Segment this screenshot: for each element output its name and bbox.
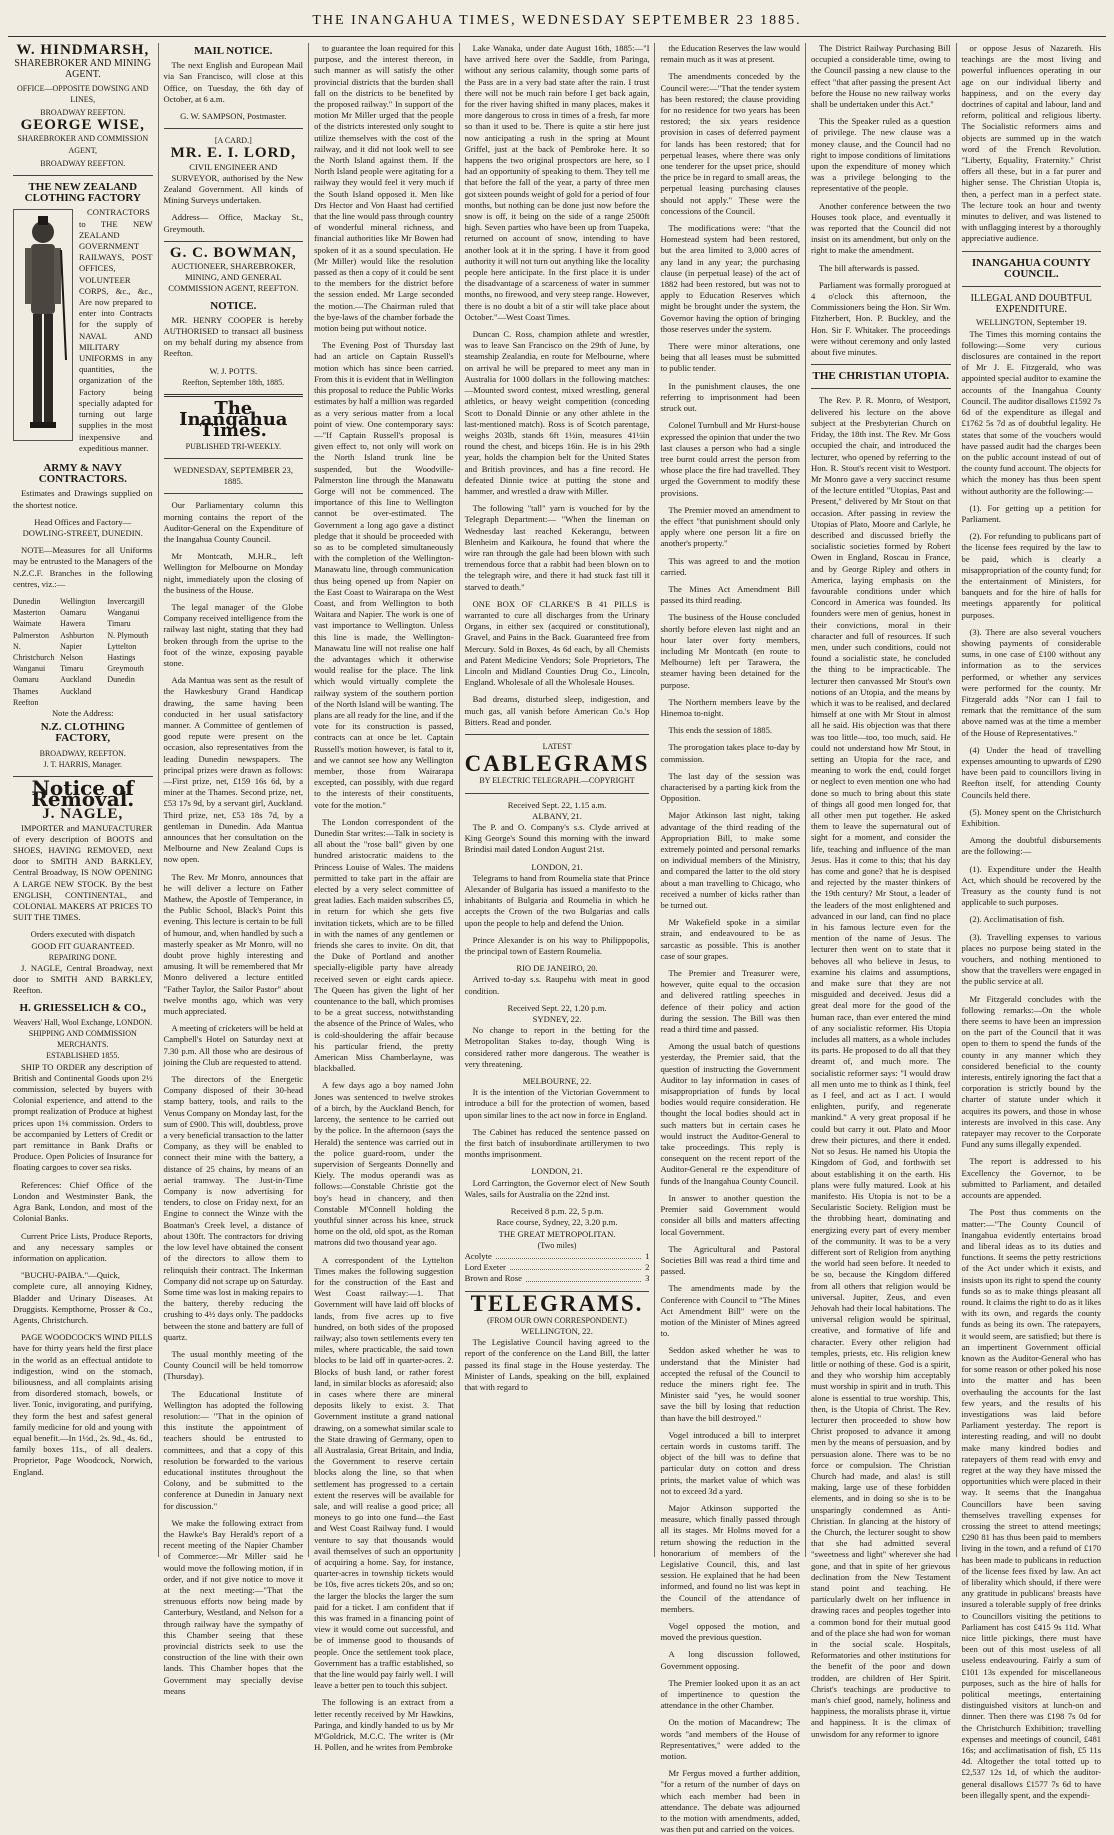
- griesselich-body: SHIP TO ORDER any description of British and Continental Goods upon 2½ commission, selected by buyers with Colonial experience, and attend to the prompt realization of Produce at highest prices upon 1⅛ commission. Orders to be accompanied by Letters of Credit or part remittance in Bank Drafts or Produce. Open Policies of Insurance for floating cargoes to cover sea risks.: [13, 1061, 153, 1173]
- article-paragraph: The legal manager of the Globe Company received intelligence from the railway last night, stating that they had broken through from the uprise to the foot of the winze, exposing payable stone.: [163, 601, 304, 668]
- mail-notice-body: The next English and European Mail via San Francisco, will close at this Office, on Tuesday, the 6th day of October, at 6 a.m.: [163, 60, 304, 104]
- article-paragraph: A meeting of cricketers will be held at Campbell's Hotel on Saturday next at 7.30 p.m. All those who are desirous of joining the Club are requested to attend.: [163, 1023, 304, 1067]
- article-paragraph: The Premier and Treasurer were, however, quite equal to the occasion and delivered rattling speeches in defence of their policy and action during the session. The Bill was then read a third time and passed.: [660, 968, 800, 1035]
- article-paragraph: The Agricultural and Pastoral Societies Bill was read a third time and passed.: [660, 1243, 800, 1277]
- nz-clothing-address: BROADWAY, REEFTON.: [39, 748, 126, 758]
- article-paragraph: The prorogation takes place to-day by commission.: [660, 742, 800, 764]
- head-offices: Head Offices and Factory—DOWLING-STREET, DUNEDIN.: [22, 516, 143, 538]
- hindmarsh-line-2: OFFICE—OPPOSITE DOWSING AND LINES,: [16, 83, 149, 104]
- article-paragraph: We make the following extract from the Hawke's Bay Herald's report of a recent meeting of the Napier Chamber of Commerce:—Mr Miller said he would move the following motion, if in order, and if not give notice to move it at the next meeting:—"That the strenuous efforts now being made by Canterbury, Westland, and Nelson for a through railway have the sympathy of this Chamber seeing that these provincial districts seek to use the construction of the line with their own lands. This Chamber hopes that the Government may specially devise means: [163, 1517, 304, 1696]
- columns: [8, 42, 1106, 1835]
- hindmarsh-line-1: SHAREBROKER AND MINING AGENT.: [14, 58, 152, 81]
- article-paragraph: the Education Reserves the law would remain much as it was at present.: [660, 43, 800, 65]
- column-5: [655, 43, 806, 1835]
- article-paragraph: This the Speaker ruled as a question of privilege. The new clause was a money clause, and the Council had no right to impose conditions of limitations upon the expenditure of money which was a privilege belonging to the representative of the people.: [810, 116, 951, 194]
- column-3: [309, 43, 460, 1753]
- griesselich-name: H. GRIESSELICH & CO.,: [19, 1001, 147, 1014]
- article-paragraph: The Mines Act Amendment Bill passed its third reading.: [660, 583, 800, 606]
- article-paragraph: On the motion of Macandrew; The words "and members of the House of Representatives," were added to the motion.: [660, 1717, 800, 1762]
- estimates: Estimates and Drawings supplied on the shortest notice.: [13, 488, 153, 510]
- article-paragraph: The Times this morning contains the following:—Some very curious disclosures are contained in the report of Mr J. E. Fitzgerald, who was appointed special auditor to examine the accounts of the Inangahua County Council. The auditor disallows £1592 7s 6d of the expenditure as illegal and £1762 5s 7d as of doubtful legality. He states that some of the vouchers would have passed audit had the charges been on the public account instead of out of the county fund account. The objects for which the money has thus been spent without authority are the following:—: [961, 328, 1102, 496]
- cable-paragraph: The P. and O. Company's s.s. Clyde arrived at King George's Sound this morning with the inward Brindisi mail dated London August 21st.: [464, 822, 650, 855]
- article-paragraph: (3). There are also several vouchers showing payments of considerable sums, in one case of £100 without any information as to the services performed, or whether any services were performed for the county. Mr Fitzgerald adds "Nor can I fail to remark that the remittance of the sum above named was at the time a member of the House of Representatives.": [961, 626, 1102, 738]
- article-paragraph: The following "tall" yarn is vouched for by the Telegraph Department:— "When the lineman on Wednesday last reached Kekerangu, between Blenheim and Kaikoura, he found that where the wire ran through the gale had been blown with such tremendous force that a rabbit had been blown on to the telegraph wire, and there it had stuck fast till it starved to death.": [464, 503, 650, 592]
- cable-paragraph: Arrived to-day s.s. Raupehu with meat in good condition.: [464, 974, 650, 996]
- article-paragraph: The following is an extract from a letter recently received by Mr Hawkins, Paringa, and kindly handed to us by Mr M'Goldrick, M.C.C. The writer is (Mr H. Pollen, and he writes from Pembroke: [314, 1697, 454, 1753]
- divider: [811, 388, 951, 389]
- dateline: RIO DE JANEIRO, 20.: [516, 963, 598, 974]
- article-paragraph: Bad dreams, disturbed sleep, indigestion, and much gas, all vanish before American Co.'s Hop Bitters. Read and ponder.: [464, 694, 650, 727]
- article-paragraph: Lake Wanaka, under date August 16th, 1885:—"I have arrived here over the Saddle, from Paringa, without any serious calamity, though some parts of the Pass are in a very bad state after the rain. I trust there will not be much rain before I get back again, for the river having shifted in many places, makes it more dangerous to cross in times of a fresh, far more so than it used to be. There is quite a stir here just now anticipating a rush in the spring at Mount Griffel, just at the back of Pembroke here. It so happens the two original prospectors are here, so I had an opportunity of speaking to them. They tell me that before the fall of the year, a party of three men got sixteen pounds weight of gold for a period of four months, but nothing can be done just now before the snow is off, it being on the side of a range 2500ft high. Seven parties who have been up from Tuapeka, returned on account of snow, intending to have another look at it in the spring. I have it from good authority it will not turn out anything like the locality people here anticipate. In the first place it is under the disadvantage of a scarceness of water in summer months, no firewood, and very steep range. However, there is no doubt a bit of a stir will take place about October."—West Coast Times.: [464, 43, 650, 322]
- article-paragraph: Mr Wakefield spoke in a similar strain, and endeavoured to be as sarcastic as possible. This is another case of sour grapes.: [660, 917, 800, 961]
- wise-line-2: BROADWAY REEFTON.: [40, 158, 126, 168]
- county-council-title: INANGAHUA COUNTY COUNCIL.: [971, 256, 1091, 280]
- article-paragraph: A few days ago a boy named John Jones was sentenced to twelve strokes of a birch, by the Auckland Bench, for larceny, the sentence to be carried out by the police. In the afternoon (says the Herald) the sentence was carried out in the police guard-room, under the supervision of Sergeants Donnelly and Kiely. The modus operandi was as follows:—Constable Christie got the boy's head in chancery, and then Constable M'Connell holding the youthful sinner across his knee, struck home on the old, old spot, as the Roman matrons did two thousand year ago.: [314, 1080, 454, 1248]
- article-paragraph: Colonel Turnbull and Mr Hurst-house expressed the opinion that under the two last clauses a person who had a single tree burnt could arrest the person from whose place the fire had travelled. They urged the Government to modify these provisions.: [660, 420, 800, 498]
- cable-paragraph: The Cabinet has reduced the sentence passed on the first batch of insubordinate artillerymen to two months imprisonment.: [464, 1126, 650, 1160]
- telegrams-subtitle: (FROM OUR OWN CORRESPONDENT.): [487, 1315, 627, 1325]
- cablegrams-title: CABLEGRAMS: [464, 751, 650, 777]
- article-paragraph: (2). For refunding to publicans part of the license fees required by the law to be paid, which is clearly a misappropriation of the county fund; for the entertainment of Ministers, for banquets and for the hire of halls for meetings apparently for political purposes.: [961, 531, 1102, 620]
- notice-title: NOTICE.: [210, 299, 257, 312]
- griesselich-prices: Current Price Lists, Produce Reports, and any necessary samples or information on application.: [13, 1230, 153, 1263]
- repairing: REPAIRING DONE.: [48, 952, 117, 962]
- article-paragraph: In the punishment clauses, the one referring to imprisonment had been struck out.: [660, 380, 800, 414]
- divider: [164, 128, 304, 129]
- article-paragraph: The Educational Institute of Wellington has adopted the following resolution:— "That in the opinion of this institute the appointment of teachers should be entrusted to committees, and that a copy of this resolution be forwarded to the various educational institutes throughout the Colony, and be submitted to the conference at Dunedin in January next for discussion.": [163, 1388, 304, 1511]
- article-paragraph: or oppose Jesus of Nazareth. His teachings are the most living and powerful influences operating in our age on our individual liberty and happiness, and on the every day doctrines of capital and labour, land and reform, political and religious liberty. The Socialistic reformers aims and objects are summed up in the watch word of the French Revolution. "Liberty, Equality, Fraternity." Christ offers all these, but in a far purer and higher sense. The Christian Utopia is, then, a perfect man in a perfect state. The lecture took an hour and twenty minutes to deliver, and was listened to with unflagging interest by a thoroughly appreciative audience.: [961, 43, 1102, 244]
- card-label: [A CARD.]: [214, 136, 252, 146]
- article-paragraph: (5). Money spent on the Christchurch Exhibition.: [961, 806, 1102, 828]
- griesselich-line-3: ESTABLISHED 1855.: [46, 1051, 120, 1061]
- article-paragraph: The usual monthly meeting of the County Council will be held tomorrow (Thursday).: [163, 1348, 304, 1382]
- article-paragraph: This was agreed to and the motion carried.: [660, 555, 800, 577]
- article-paragraph: (3). Travelling expenses to various places no purpose being stated in the vouchers, and nothing mentioned to show that the travellers were engaged in the public service at all.: [961, 931, 1102, 987]
- factory-title: THE NEW ZEALAND CLOTHING FACTORY: [24, 181, 141, 205]
- article-paragraph: The Post thus comments on the matter:—"The County Council of Inangahua evidently entertains broad and liberal ideas as to its duties and functions. It seems the petty restrictions of the Act under which it exists, and insists upon its right to spend the county funds so as to make things pleasant all round. It claims the right to do as it likes with its own, and regards the county funds as being its own. The ratepayers, it would seem, are satisfied; but there is an impertinent Government official known as the Auditor-General who has for some reason or other poked his nose into the matter and has been overhauling the accounts for the last few years, and the results of his investigations was laid before Parliament yesterday. The report is interesting reading, and will no doubt make many kindred bodies and ratepayers of them read with envy and regret at the way they have missed the opportunities which were placed in their way. It seems that the Inangahua Councillors have been saving themselves travelling expenses for crossing the street to attend meetings; £290 81 has thus been paid to members living in the town, and a refund of £170 has been made to publicans in reduction of the license fees fixed by law. An act of liberality which should, if there were any gratitude in publicans' breasts have insured a tolerable supply of free drinks to Councillors visiting the petitions to Parliament has cost £415 9s 11d. What nice little pickings, there must have been out of this most useless of all useless endeavouring. Fairly a sum of £101 13s expended for miscellaneous purposes, such as the hire of halls for political meetings, entertaining distinguished visitors at lunch-on and dinner. Then there was £198 7s 0d for the Christchurch Exhibition; travelling expenses and meetings of council, £481 16s; and acclimatisation of fish, £5 11s 4d. Altogether the total totted up to £2,537 12s 1d, of which the auditor-general disallows £1577 7s 6d to have been illegally spent, and the expendi-: [961, 1207, 1102, 1800]
- dateline: WELLINGTON, 22.: [521, 1325, 593, 1336]
- christian-utopia-title: THE CHRISTIAN UTOPIA.: [812, 370, 949, 383]
- column-1: [8, 43, 159, 1557]
- article-paragraph: Another conference between the two Houses took place, and eventually it was reported that the Council did not insist on its amendment, but only on the right to make the amendment.: [810, 200, 951, 256]
- article-paragraph: The bill afterwards is passed.: [818, 262, 920, 273]
- article-paragraph: Major Atkinson last night, taking advantage of the third reading of the Appropriation Bill, to make some extremely pointed and personal remarks on individual members of the Ministry, and compared the latter to the old story about a man travelling to Chicago, who received a number of kicks rather than be turned out.: [660, 810, 800, 911]
- metropolitan-subtitle: (Two miles): [537, 1240, 577, 1250]
- article-paragraph: to guarantee the loan required for this purpose, and the interest thereon, in such manner as will satisfy the other provincial districts that the burden shall fall on the districts to be benefited by the proposed railway." In support of the motion Mr Miller urged that the people of the districts interested only sought to utilize themselves with the cost of the railway, and it did not look well to see the North Island against them. If the North Island people were agitating for a railway they would feel it very much if the South Island opposed it. Men like Drs Hector and Von Haast had certified that the line would pass through country of wonderful mineral richness, and financial authorities like Mr Bowen had spoken of it as a sound speculation. He (Mr Miller) would like the resolution passed as then a copy of it could be sent to the members for the district before the session ended. Mr Large seconded the motion.—The Chairman ruled that the bye-laws of the chamber forbade the motion being put without notice.: [314, 43, 454, 334]
- metropolitan-title: THE GREAT METROPOLITAN.: [498, 1228, 616, 1239]
- nagle-sign: J. NAGLE, Central Broadway, next door to SMITH AND BARKLEY, Reefton.: [13, 963, 153, 996]
- wise-name: GEORGE WISE,: [20, 117, 145, 134]
- dateline: MELBOURNE, 22.: [522, 1076, 592, 1087]
- article-paragraph: The business of the House concluded shortly before eleven last night and an hour later over forty members, including Mr Montcath (en route to Melbourne) left per Tarawera, the steamer having been detained for the purpose.: [660, 612, 800, 690]
- divider: [164, 458, 304, 459]
- article-paragraph: The Rev. Mr Monro, announces that he will deliver a lecture on Father Mathew, the Apostle of Temperance, in the Public School, Black's Point this evening. This lecture is certain to be full of humour, and, when handled by such a masterly speaker as Mr Monro, will no doubt prove highly interesting and amusing. It will be remembered that Mr Monro delivered a lecture entitled "Father Taylor, the Sailor Pastor" about twelve months ago, which was very much appreciated.: [163, 871, 304, 1017]
- paper-date: WEDNESDAY, SEPTEMBER 23, 1885.: [173, 464, 293, 487]
- article-paragraph: Our Parliamentary column this morning contains the report of the Auditor-General on the Expenditure of the Inangahua County Council.: [163, 500, 304, 544]
- notice-body: MR. HENRY COOPER is hereby AUTHORISED to transact all business on my behalf during my absence from Reefton.: [163, 314, 304, 359]
- lord-body: SURVEYOR, authorised by the New Zealand Government. All kinds of Mining Surveys undertaken.: [163, 172, 304, 206]
- note-measure: NOTE—Measures for all Uniforms may be entrusted to the Managers of the N.Z.C.F. Branches in the following centres, viz.:—: [13, 545, 153, 589]
- dateline: LONDON, 21.: [531, 1166, 583, 1177]
- telegram-paragraph: The Legislative Council having agreed to the report of the conference on the Land Bill, the latter passed its final stage in the House yesterday. The Minister of Lands, speaking on the bill, explained that with regard to: [464, 1337, 650, 1392]
- article-paragraph: The directors of the Energetic Company disposed of their 30-head stamp battery, tools, and rails to the Venus Company on Monday last, for the sum of £900. This will, doubtless, prove a very beneficial transaction to the latter Company, as they will be enabled to connect their mine with the battery, a distance of 25 chains, by means of an aerial tramway. The Just-in-Time Company is now advertising for tenders, to close on Friday next, for an Engine to connect the Winze with the Boatman's Creek level, a distance of about 130ft. The contractors for driving the low level have obtained the consent of the directors to allow them to relinquish their contract. The Inkerman Company did not scrape up on Saturday. Some time was lost in making repairs to the battery, thereby reducing the crushing to 4½ days only. The paddocks between the stone and battery are full of quartz.: [163, 1074, 304, 1342]
- column-2: [159, 43, 310, 1696]
- received-line: Race course, Sydney, 22, 3.20 p.m.: [496, 1217, 618, 1228]
- nagle-name: J. NAGLE,: [42, 806, 124, 823]
- woodcock-advert: PAGE WOODCOCK'S WIND PILLS have for thirty years held the first place in the world as an effectual antidote to indigestion, wind on the stomach, biliousness, and all complaints arising from disordered stomach, bowels, or liver. Tonic, invigorating, and purifying, they form the best and safest general family medicine for old and young with equal benefit.—In 1½d., 2s. 9d., 4s. 6d., family boxes 11s., of all dealers. Proprietor, Page Woodcock, Norwich, England.: [13, 1332, 153, 1477]
- cablegrams-subtitle: BY ELECTRIC TELEGRAPH.—COPYRIGHT: [479, 776, 635, 786]
- hindmarsh-name: W. HINDMARSH,: [16, 42, 150, 58]
- article-paragraph: The Premier moved an amendment to the effect "that punishment should only apply where one person lit a fire on another's property.": [660, 504, 800, 549]
- dateline: LONDON, 21.: [531, 861, 583, 872]
- county-council-subtitle: ILLEGAL AND DOUBTFUL EXPENDITURE.: [970, 293, 1092, 316]
- branch-list: [13, 596, 153, 708]
- cable-paragraph: It is the intention of the Victorian Government to introduce a bill for the protection of women, based upon similar lines to the act now in force in England.: [464, 1087, 650, 1120]
- article-paragraph: This ends the session of 1885.: [668, 725, 773, 736]
- good-fit: GOOD FIT GUARANTEED.: [31, 940, 135, 951]
- article-paragraph: The report is addressed to his Excellency the Governor, to be submitted to Parliament, and detailed accounts are appended.: [961, 1156, 1102, 1201]
- article-paragraph: The District Railway Purchasing Bill occupied a considerable time, owing to the Council passing a new clause to the effect "that after passing the present Act before the House no new railway works shall be undertaken under this Act.": [810, 43, 951, 110]
- article-paragraph: (2). Acclimatisation of fish.: [969, 914, 1065, 925]
- hindmarsh-line-3: BROADWAY REEFTON.: [40, 108, 126, 118]
- paper-subtitle: PUBLISHED TRI-WEEKLY.: [185, 441, 281, 451]
- griesselich-line-1: Weavers' Hall, Wool Exchange, LONDON.: [13, 1017, 153, 1027]
- branch-column-a: Dunedin Masterton Waimate Palmerston N. Christchurch Wanganui Oamaru Thames Reefton: [13, 596, 55, 707]
- divider: [962, 286, 1102, 287]
- manager: J. T. HARRIS, Manager.: [43, 759, 123, 769]
- article-paragraph: Mr Montcath, M.H.R., left Wellington for Melbourne on Monday night, immediately upon the closing of the business of the House.: [163, 551, 304, 595]
- column-7: [957, 43, 1107, 1800]
- cable-paragraph: Lord Carrington, the Governor elect of New South Wales, sails for Australia on the 22nd inst.: [464, 1177, 650, 1199]
- telegrams-title: TELEGRAMS.: [470, 1290, 644, 1316]
- branch-column-b: Wellington Oamaru Hawera Ashburton Napier Nelson Timaru Auckland Auckland: [60, 596, 96, 696]
- notice-sign: W. J. POTTS.: [209, 365, 258, 376]
- article-paragraph: Mr Fergus moved a further addition, "for a return of the number of days on which each member had been in attendance. The debate was adjourned to the motion with amendments, added, was then put and carried on the voices.: [660, 1768, 800, 1835]
- article-paragraph: Vogel opposed the motion, and moved the previous question.: [660, 1621, 800, 1643]
- dateline: ALBANY, 21.: [532, 810, 582, 821]
- article-paragraph: Major Atkinson supported the measure, which finally passed through all its stages. Mr Holms moved for a return showing the reduction in the honorarium of members of the Legislative Council, this, and last session. He explained that he had been informed, and found no list was kept in the Council of the attendance of members.: [660, 1502, 800, 1614]
- divider: [962, 251, 1102, 252]
- mail-notice-title: MAIL NOTICE.: [194, 45, 273, 57]
- paper-title: The Inangahua Times.: [179, 398, 288, 442]
- article-paragraph: Ada Mantua was sent as the result of the Hawkesbury Grand Handicap drawing, the same having been conducted in her usual satisfactory manner. A Committee of gentlemen of good repute were present on the occasion, also representatives from the leading Dunedin newspapers. The principal prizes were drawn as follows:—First prize, net, £159 16s 6d, by a miner at the Thames. Second prize, net, £53 17s 9d, by a servant girl, Auckland. Third prize, net, £53 18s 7d, by a gentleman in Dunedin. Ada Mantua announces that her consultation on the Melbourne and New Zealand Cups is now open.: [163, 675, 304, 865]
- article-paragraph: The Northern members leave by the Hinemoa to-night.: [660, 696, 800, 718]
- griesselich-references: References: Chief Office of the London and Westminster Bank, the Agra Bank, London, and most of the Colonial Banks.: [13, 1179, 153, 1224]
- article-paragraph: The amendments made by the Conference with Council to "The Mines Act Amendment Bill" were on the motion of the Minister of Mines agreed to.: [660, 1283, 800, 1339]
- lord-address: Address— Office, Mackay St., Greymouth.: [163, 212, 304, 234]
- article-paragraph: A long discussion followed, Government opposing.: [660, 1649, 800, 1671]
- cable-paragraph: Prince Alexander is on his way to Philippopolis, the principal town of Eastern Roumelia.: [464, 934, 650, 957]
- divider: [465, 793, 650, 794]
- masthead: THE INANGAHUA TIMES, WEDNESDAY SEPTEMBER 23 1885.: [8, 6, 1106, 37]
- buchu-advert: "BUCHU-PAIBA."—Quick, complete cure, all annoying Kidney, Bladder and Urinary Diseases. At Druggists. Kempthorne, Prosser & Co., Agents, Christchurch.: [13, 1270, 153, 1325]
- divider: [465, 734, 650, 735]
- removal-notice: Notice of Removal.: [31, 775, 135, 812]
- article-paragraph: There were minor alterations, one being that all leases must be submitted to public tender.: [660, 341, 800, 374]
- article-paragraph: In answer to another question the Premier said Government would consider all bills and matters affecting local Government.: [660, 1192, 800, 1237]
- divider: [164, 493, 304, 494]
- divider: [164, 241, 304, 242]
- griesselich-line-2: SHIPPING AND COMMISSION MERCHANTS.: [28, 1029, 137, 1050]
- mail-notice-sign: G. W. SAMPSON, Postmaster.: [180, 111, 287, 122]
- article-paragraph: The Rev. P. R. Monro, of Westport, delivered his lecture on the above subject at the Presbyterian Church on Friday, the 18th inst. The Rev. Mr Goss occupied the chair, and introduced the lecturer, who opened by referring to the Hon. R. Stout's recent visit to Westport. Mr Monro gave a very succinct resume of the lecture entitled "Utopias, Past and Present," delivered by Mr Stout on that occasion. After passing in review the Utopias of Plato, Moore and Carlyle, he described and discussed briefly the socialistic societies formed by Robert Owen in England, Roscau in France, and by George Ripley and others in America, laying emphasis on the favourable conditions under which Concord in America was founded. Its founders were men of genius, honest in their convictions, moral in their character and full of resources. If such men, under such conditions, could not found a socialistic state, he concluded the thing to be impracticable. The lecturer then canvassed Mr Stout's own notions of an Utopia, and the means by which it was to be realised, and declared himself at one with Mr Stout in almost all he said. His objection was that there was too little—too, too much, said. He could not understand how Mr Stout, in setting an Utopia for the race, and meaning to work the end, could forget or neglect to even mention one who had done so much to bring about this state of things all good men longed for, that all other men put together. He asked them to leave the supernatural out of sight for a moment, and consider the life, teaching and influence of the man Jesus. Has it come to this; that his day has come and gone? that he is despised and rejected by the master thinkers of the 19th century? Mr Stout, a leader of the leaders of the most enlightened and advanced in our land, can find no place in his famous lecture even for the mention of the name of Jesus. The lecturer then went on to state that it behoves all who believe in Jesus, to examine his claims and assumptions, and make sure that they are not misguided and deceived. Jesus did a great deal more for the good of the human race, than ever entered the mind of any socialistic reformer. His Utopia includes all matters, as a whole includes its parts. He proposed to do all that they dreamt of, and much more. The socialistic reformer says: "I would draw all men unto me to think as I think, feel as I feel, and act as I act. I would enlighten, purify, and regenerate mankind." A very great proposal if he could but carry it out. Plato and Moor drew their pictures, and there it ended. Not so Jesus. He named his Utopia the Kingdom of God, and forthwith set about establishing it on the earth. His plans were fully matured. Look at his manifesto. His Utopia is not to be a Secularistic Society. Religion must be the throbbing heart, dominating and energizing every part of every member of the community. It was to be a very different sort of Religion from anything the world had seen before. It needed to be so, because the Kingdom differed from all others that religion would be universal. Jupiter, Zeus, and even Jehovah had their local habitations. The universal religion would be spiritual, creative, and formative of life and character. Every other religion had temples, priests, etc. His religion knew little or nothing of these. God is a spirit, and they who worship him acceptably must worship in spirit and in truth. This alone is essential to true worship. This, then, is the Utopia of Christ. The Rev. lecturer then proceeded to show how Christ proposed to advance it among men by the means of persuasion, and by persuasion alone. There was to be no force or compulsion. The Christian Church had made, and alas! is still making, large use of these forbidden elements, and in doing so she is to be unsparingly condemned as Anti-Christian. In glancing at the history of the Church, the lecturer sought to show that she had admitted several "sweetness and light" wherever she had gone, and that in spite of her grievous declination from the New Testament stand point and teaching. He particularly dwelt on her influence in drawing races and peoples together into a common bond for their mutual good and of the place she had won for woman in the social scale. Hospitals, Reformatories and other institutions for the benefit of the poor and down trodden, are children of Her Spirit. Christ's teachings are productive to man's chief good, namely, holiness and happiness, the moralists phrase it, virtue and happiness. It is the climax of unwisdom for any reformer to ignore: [810, 395, 951, 1739]
- received-line: Received Sept. 22, 1.20 p.m.: [507, 1002, 607, 1013]
- divider: [811, 364, 951, 365]
- article-paragraph: The Evening Post of Thursday last had an article on Captain Russell's motion which has since been carried. From this it is evident that in Wellington this proposal to reduce the Public Works estimates by half a million was regarded as a very serious matter from a local point of view. One contemporary says:—"If Captain Russell's proposal is given effect to, not only will work on the North Island trunk line be suspended, but the Woodville-Palmerston line through the Manawatu Gorge will not be commenced. The importance of this line to Wellington cannot be over-estimated. The Government a long ago gave a distinct pledge that it should be proceeded with so as to be completed simultaneously with the completion of the Wellington-Manawatu line, through communication thus being opened up from Napier on the East Coast to Wairarapa on the West Coast, and from Wellington to both Waitara and Napier. The work is one of vast importance to Wellington. Unless this line is made, the Wellington-Manawatu line will not realise one half the advantages which it otherwise would realise for the place. The link which would virtually complete the railway system of the southern portion of the North Island will be wanting. The plans are all ready for the line, and if the vote for its construction is passed, contracts can at once be let. Captain Russell's motion however, is fatal to it, and we cannot see how any Wellington member, those from Wairarapa excepted, can possibly, with due regard to the interests of their constituents, vote for the motion.": [314, 340, 454, 810]
- article-paragraph: Among the usual batch of questions yesterday, the Premier said, that the question of instructing the Government Auditor to lay information in cases of misappropriation of funds by local bodies would require consideration. He thought the local bodies should act in such matters but in certain cases he would instruct the Auditor-General to take proceedings. This reply is consequent on the recent report of the Auditor-General re the expenditure of funds of the Inangahua County Council.: [660, 1041, 800, 1186]
- factory-body: CONTRACTORS to THE NEW ZEALAND GOVERNMENT RAILWAYS, POST OFFICES, VOLUNTEER CORPS, &c., &c., Are now prepared to enter into Contracts for the supply of NAVAL AND MILITARY UNIFORMS in any quantities, the organization of the Factory being specially adapted for turning out large supplies in the most inexpensive and expeditious manner.: [79, 207, 153, 453]
- dateline: WELLINGTON, September 19.: [975, 317, 1087, 328]
- received-line: Received Sept. 22, 1.15 a.m.: [507, 799, 607, 810]
- orders: Orders executed with dispatch: [30, 929, 135, 940]
- note-address: Note the Address:: [51, 707, 114, 718]
- wise-line-1: SHAREBROKER AND COMMISSION AGENT,: [17, 134, 149, 155]
- bowman-body: AUCTIONEER, SHAREBROKER, MINING, AND GENERAL COMMISSION AGENT, REEFTON.: [168, 261, 299, 294]
- column-4: [460, 43, 656, 1557]
- article-paragraph: Parliament was formally prorogued at 4 o'clock this afternoon, the Commissioners being the Hon. Sir Wm. Fitzherbert, Hon. P. Buckley, and the Hon. Sir F. Whitaker. The proceedings were without ceremony and only lasted about five minutes.: [810, 279, 951, 358]
- article-paragraph: The London correspondent of the Dunedin Star writes:—Talk in society is all about the "rose ball" given by one hundred aristocratic maidens to the Princess Louise of Wales. The maidens permitted to take part in the affair are elected by a very select committee of great ladies. Each maiden subscribes £5, in return for which she gets five invitation tickets, which are to be filled in with the names of any gentlemen or friends she cares to invite. On dit, that the Duke of Portland and another specially-eligible party have already received seven or eight cards apiece. The Queen has given the light of her countenance to the ball, which promises to be a great success, notwithstanding the absence of the Prince of Wales, who is cold-shouldering the affair because his particular friend, the pretty American Miss Chamberlayne, was blackballed.: [314, 816, 454, 1074]
- article-paragraph: Mr Fitzgerald concludes with the following remarks:—On the whole there seems to have been an impression on the part of the Council that it was open to them to spend the funds of the county in any manner which they considered beneficial to the county interests, entirely ignoring the fact that a corporation is strictly bound by the charter of statute under which it acquires its powers, and those in whose interests are involved in this case. Any ratepayer may recover to the Corporate Fund any sums illegally expended.: [961, 993, 1102, 1150]
- lord-name: MR. E. I. LORD,: [170, 145, 296, 162]
- article-paragraph: ONE BOX OF CLARKE'S B 41 PILLS is warranted to cure all discharges from the Urinary Organs, in either sex (acquired or constitutional), Gravel, and Pains in the Back. Guaranteed free from Mercury. Sold in Boxes, 4s 6d each, by all Chemists and Patent Medicine Vendors; Sole Proprietors, The Lincoln and Midland Counties Drug Co., Lincoln, England. Wholesale of all the Wholesale Houses.: [464, 598, 650, 688]
- nagle-body: IMPORTER and MANUFACTURER of every description of BOOTS and SHOES, HAVING REMOVED, next door to SMITH AND BARKLEY, Central Broadway, IS NOW OPENING A LARGE NEW STOCK. By the best ENGLISH, CONTINENTAL, and COLONIAL MAKERS AT PRICES TO SUIT THE TIMES.: [13, 822, 153, 923]
- race-result: Lord Exeter 2: [464, 1262, 650, 1273]
- received-line: Received 8 p.m. 22, 5 p.m.: [510, 1206, 604, 1217]
- article-paragraph: A correspondent of the Lyttelton Times makes the following suggestion for the construction of the East and West Coast railway:—1. That Government will have laid off blocks of lands, from five acres up to five hundred, on both sides of the proposed railway; also town settlements every ten miles, where practicable, the said town blocks to be laid off in quarter-acres. 2. Blocks of bush land, or rather forest land, in similar blocks as aforesaid; also in cases where there are mineral deposits likely to exist. 3. That Government institute a grand national drawing, on a somewhat similar scale to the State drawing of Germany, open to all Australasia, Great Britain, and India, the Government to reserve certain blocks along the line, so that when settlement has progressed to a certain extent the reserves will be available for sale, and will realise a good price; all moneys to go into one fund—the East and West Coast Railway fund. I would venture to say that thousands would avail themselves of such an opportunity of acquiring a home. Say, for instance, quarter-acres in township tickets would be 10s, five acres tickets 20s, and so on; the larger the blocks the larger the sum paid for a ticket. I am confident that if this was framed in a financing point of view it would come out successful, and be of immense good to thousands of people. Once the settlement took place, Government has a traffic established, so that the line would pay fairly well. I will leave a better pen to touch this subject.: [314, 1254, 454, 1691]
- article-paragraph: Among the doubtful disbursements are the following:—: [961, 835, 1102, 857]
- article-paragraph: The modifications were: "that the Homestead system had been restored, but the area limited to 3,000 acres of any land in any year; the purchasing clause (in perpetual lease) of the act of 1882 had been restored, but was not to apply to Education Reserves which might be brought under the system, the Governor having the option of bringing those reserves under the system.: [660, 223, 800, 334]
- article-paragraph: (1). For getting up a petition for Parliament.: [961, 502, 1102, 524]
- article-paragraph: The last day of the session was characterised by a parting kick from the Opposition.: [660, 770, 800, 804]
- dateline: SYDNEY, 22.: [532, 1014, 582, 1025]
- article-paragraph: The amendments conceded by the Council were:—"That the tender system has been restored; the clause providing for no residence for two years has been restored; the six years residence provision in cases of deferred payment for lands has been restored; that for perpetual leases, where there was only one tenderer for the upset price, should the price be in regard to small areas, the perpetual leasing purchasing clauses should not apply." These were the concessions of the Council.: [660, 71, 800, 216]
- cable-paragraph: No change to report in the betting for the Metropolitan Stakes to-day, though Wing is considered rather more dangerous. The weather is very threatening.: [464, 1025, 650, 1069]
- notice-date: Reefton, September 18th, 1885.: [182, 377, 285, 387]
- article-paragraph: Seddon asked whether he was to understand that the Minister had accepted the refusal of the Council to reduce the miners right fee. The Minister said "yes, he would sooner save the bill by losing that reduction than have the bill destroyed.": [660, 1345, 800, 1423]
- article-paragraph: The Premier looked upon it as an act of impertinence to question the attendance in the other Chamber.: [660, 1677, 800, 1711]
- branch-column-c: Invercargill Wanganui Timaru N. Plymouth Lyttelton Hastings Greymouth Dunedin: [107, 596, 149, 685]
- article-paragraph: Duncan C. Ross, champion athlete and wrestler, was to leave San Francisco on the 29th of June, by steamship Zealandia, en route for Melbourne, where on arrival he will be prepared to meet any man in Australia for 1000 dollars in the following matches:—Mounted sword contest, mixed wrestling, general athletics, or heavy weight competition (conceding Scott to Donald Dinnie or any other athlete in the last-mentioned match). Ross is of Scotch parentage, weighs 203lb, stands 6ft 1½in, measures 41½in round the chest, and biceps 16in. He is in his 29th year, holds the champion belt for the United States and British provinces, and has a fine record. He defeated Dinnie twice at putting the stone and hammer, and wrestled a draw with Miller.: [464, 329, 650, 496]
- soldier-illustration: [13, 209, 73, 441]
- army-contractors: ARMY & NAVY CONTRACTORS.: [38, 461, 127, 486]
- divider: [13, 175, 153, 176]
- race-result: Brown and Rose 3: [464, 1273, 650, 1284]
- divider: [164, 394, 304, 397]
- nz-clothing: N.Z. CLOTHING FACTORY,: [40, 721, 125, 745]
- bowman-name: G. C. BOWMAN,: [169, 244, 297, 261]
- cable-paragraph: Telegrams to hand from Roumelia state that Prince Alexander of Bulgaria has issued a manifesto to the inhabitants of Bulgaria and Roumelia in which he accepts the Crown of the two Bulgarias and calls upon the people to help and defend the Union.: [464, 872, 650, 928]
- article-paragraph: (4) Under the head of travelling expenses amounting to upwards of £290 have been paid to councillors living in Reefton itself, for attending County Councils held there.: [961, 744, 1102, 800]
- lord-line-1: CIVIL ENGINEER AND: [189, 161, 278, 172]
- article-paragraph: (1). Expenditure under the Health Act, which should be recovered by the Treasury as the county fund is not applicable to such purposes.: [961, 863, 1102, 908]
- latest-label: LATEST: [542, 741, 572, 751]
- race-result: Acolyte 1: [464, 1250, 650, 1261]
- article-paragraph: Vogel introduced a bill to interpret certain words in customs tariff. The object of the bill was to define that particular duty on cotton and dress prints, the market value of which was not to exceed 3d a yard.: [660, 1429, 800, 1496]
- column-6: [806, 43, 957, 1739]
